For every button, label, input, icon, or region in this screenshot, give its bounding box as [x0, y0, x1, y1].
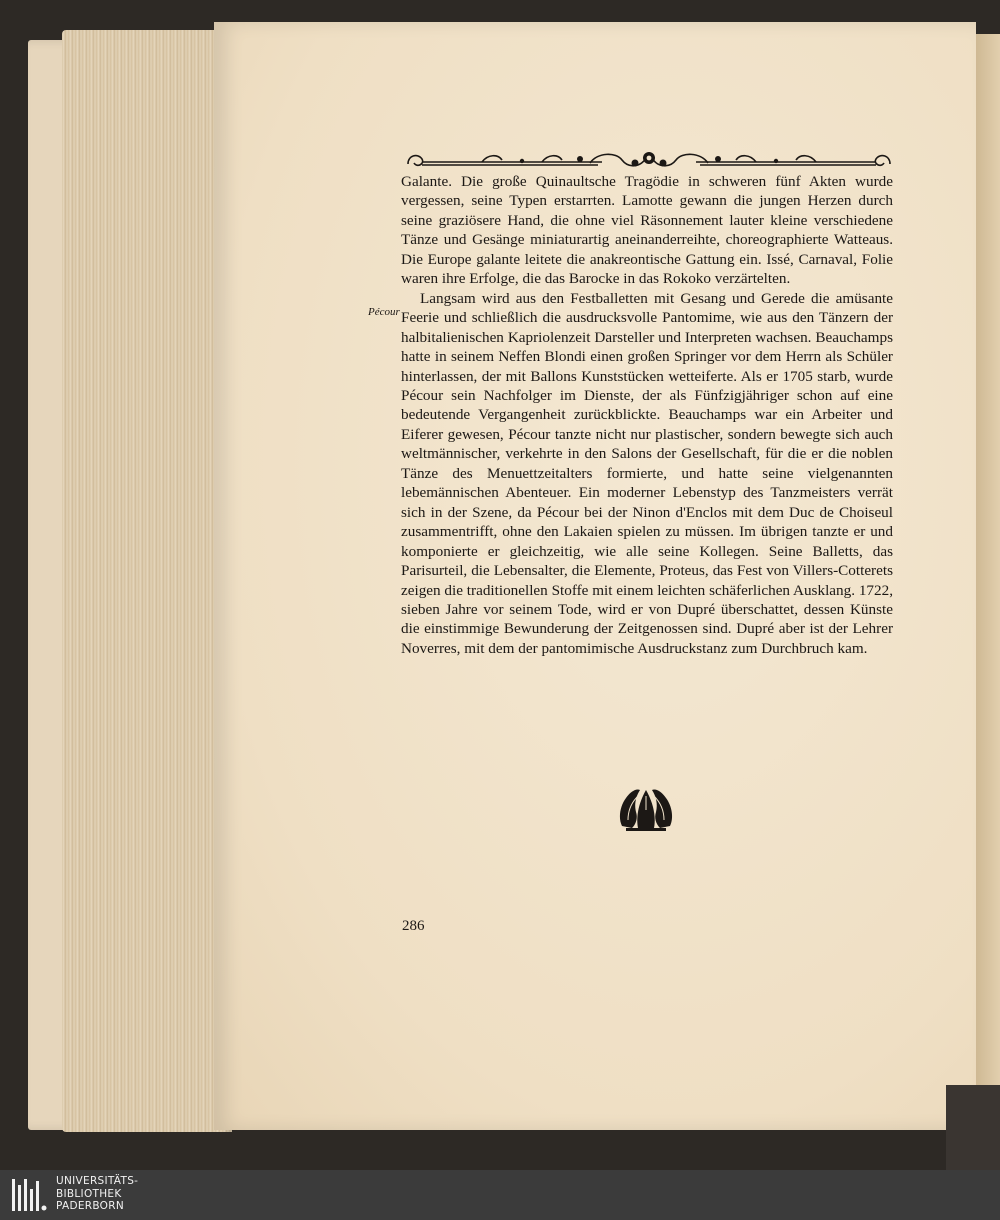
tailpiece-vignette: [616, 780, 676, 832]
logo-line: PADERBORN: [56, 1200, 124, 1212]
margin-note: Pécour: [368, 306, 400, 318]
next-page-edge: [972, 34, 1000, 1134]
paragraph: Galante. Die große Quinaultsche Tragödie in schweren fünf Akten wurde vergessen, seine Typen erstarrten. Lamotte gewann die jungen Herzen durch seine graziösere Hand, die ohne viel Räsonnement lauter kleine verschiedene Tänze und Gesänge miniaturartig aneinanderreihte, choreographierte Watteaus. Die Europe galante leitete die anakreontische Gattung ein. Issé, Carnaval, Folie waren ihre Erfolge, die das Barocke in das Rokoko verzärtelten.: [401, 173, 893, 288]
page-number: 286: [402, 918, 425, 934]
scan-corner: [946, 1085, 1000, 1170]
page-stack-edges: [62, 30, 232, 1132]
body-text: [401, 172, 893, 658]
paragraph: Langsam wird aus den Festballetten mit Gesang und Gerede die amüsante Feerie und schließlich die ausdrucksvolle Pantomime, wie aus den Tänzern der halbitalienischen Kapriolenzeit Darsteller und Interpreten wachsen. Beauchamps hatte in seinem Neffen Blondi einen großen Springer vor dem Herrn als Schüler hinterlassen, der mit Ballons Kunststücken wetteiferte. Als er 1705 starb, wurde Pécour sein Nachfolger im Dienste, der als Fünfzigjähriger schon auf eine bedeutende Vergangenheit zurückblickte. Beauchamps war ein Arbeiter und Eiferer gewesen, Pécour tanzte nicht nur plastischer, sondern bewegte sich auch weltmännischer, verkehrte in den Salons der Gesellschaft, für die er die noblen Tänze des Menuettzeitalters formierte, und hatte seine vielgenannten lebemännischen Abenteuer. Ein moderner Lebenstyp des Tanzmeisters verrät sich in der Szene, da Pécour bei der Ninon d'Enclos mit dem Duc de Choiseul zusammentrifft, ohne den Lakaien spielen zu müssen. Im übrigen tanzte er und komponierte er gleichzeitig, wie alle seine Kollegen. Seine Balletts, das Parisurteil, die Lebensalter, die Elemente, Proteus, das Fest von Villers-Cotterets zeigen die traditionellen Stoffe mit einem leichten schäferlichen Ausklang. 1722, sieben Jahre vor seinem Tode, wird er von Dupré überschattet, dessen Künste die einstimmige Bewunderung der Zeitgenossen sind. Dupré aber ist der Lehrer Noverres, mit dem der pantomimische Ausdruckstanz zum Durchbruch kam.: [401, 289, 893, 657]
library-logo-text: [56, 1175, 138, 1213]
logo-line: UNIVERSITÄTS-: [56, 1175, 139, 1187]
library-logo-icon: [10, 1177, 48, 1213]
logo-line: BIBLIOTHEK: [56, 1187, 122, 1200]
library-footer: [0, 1170, 1000, 1220]
